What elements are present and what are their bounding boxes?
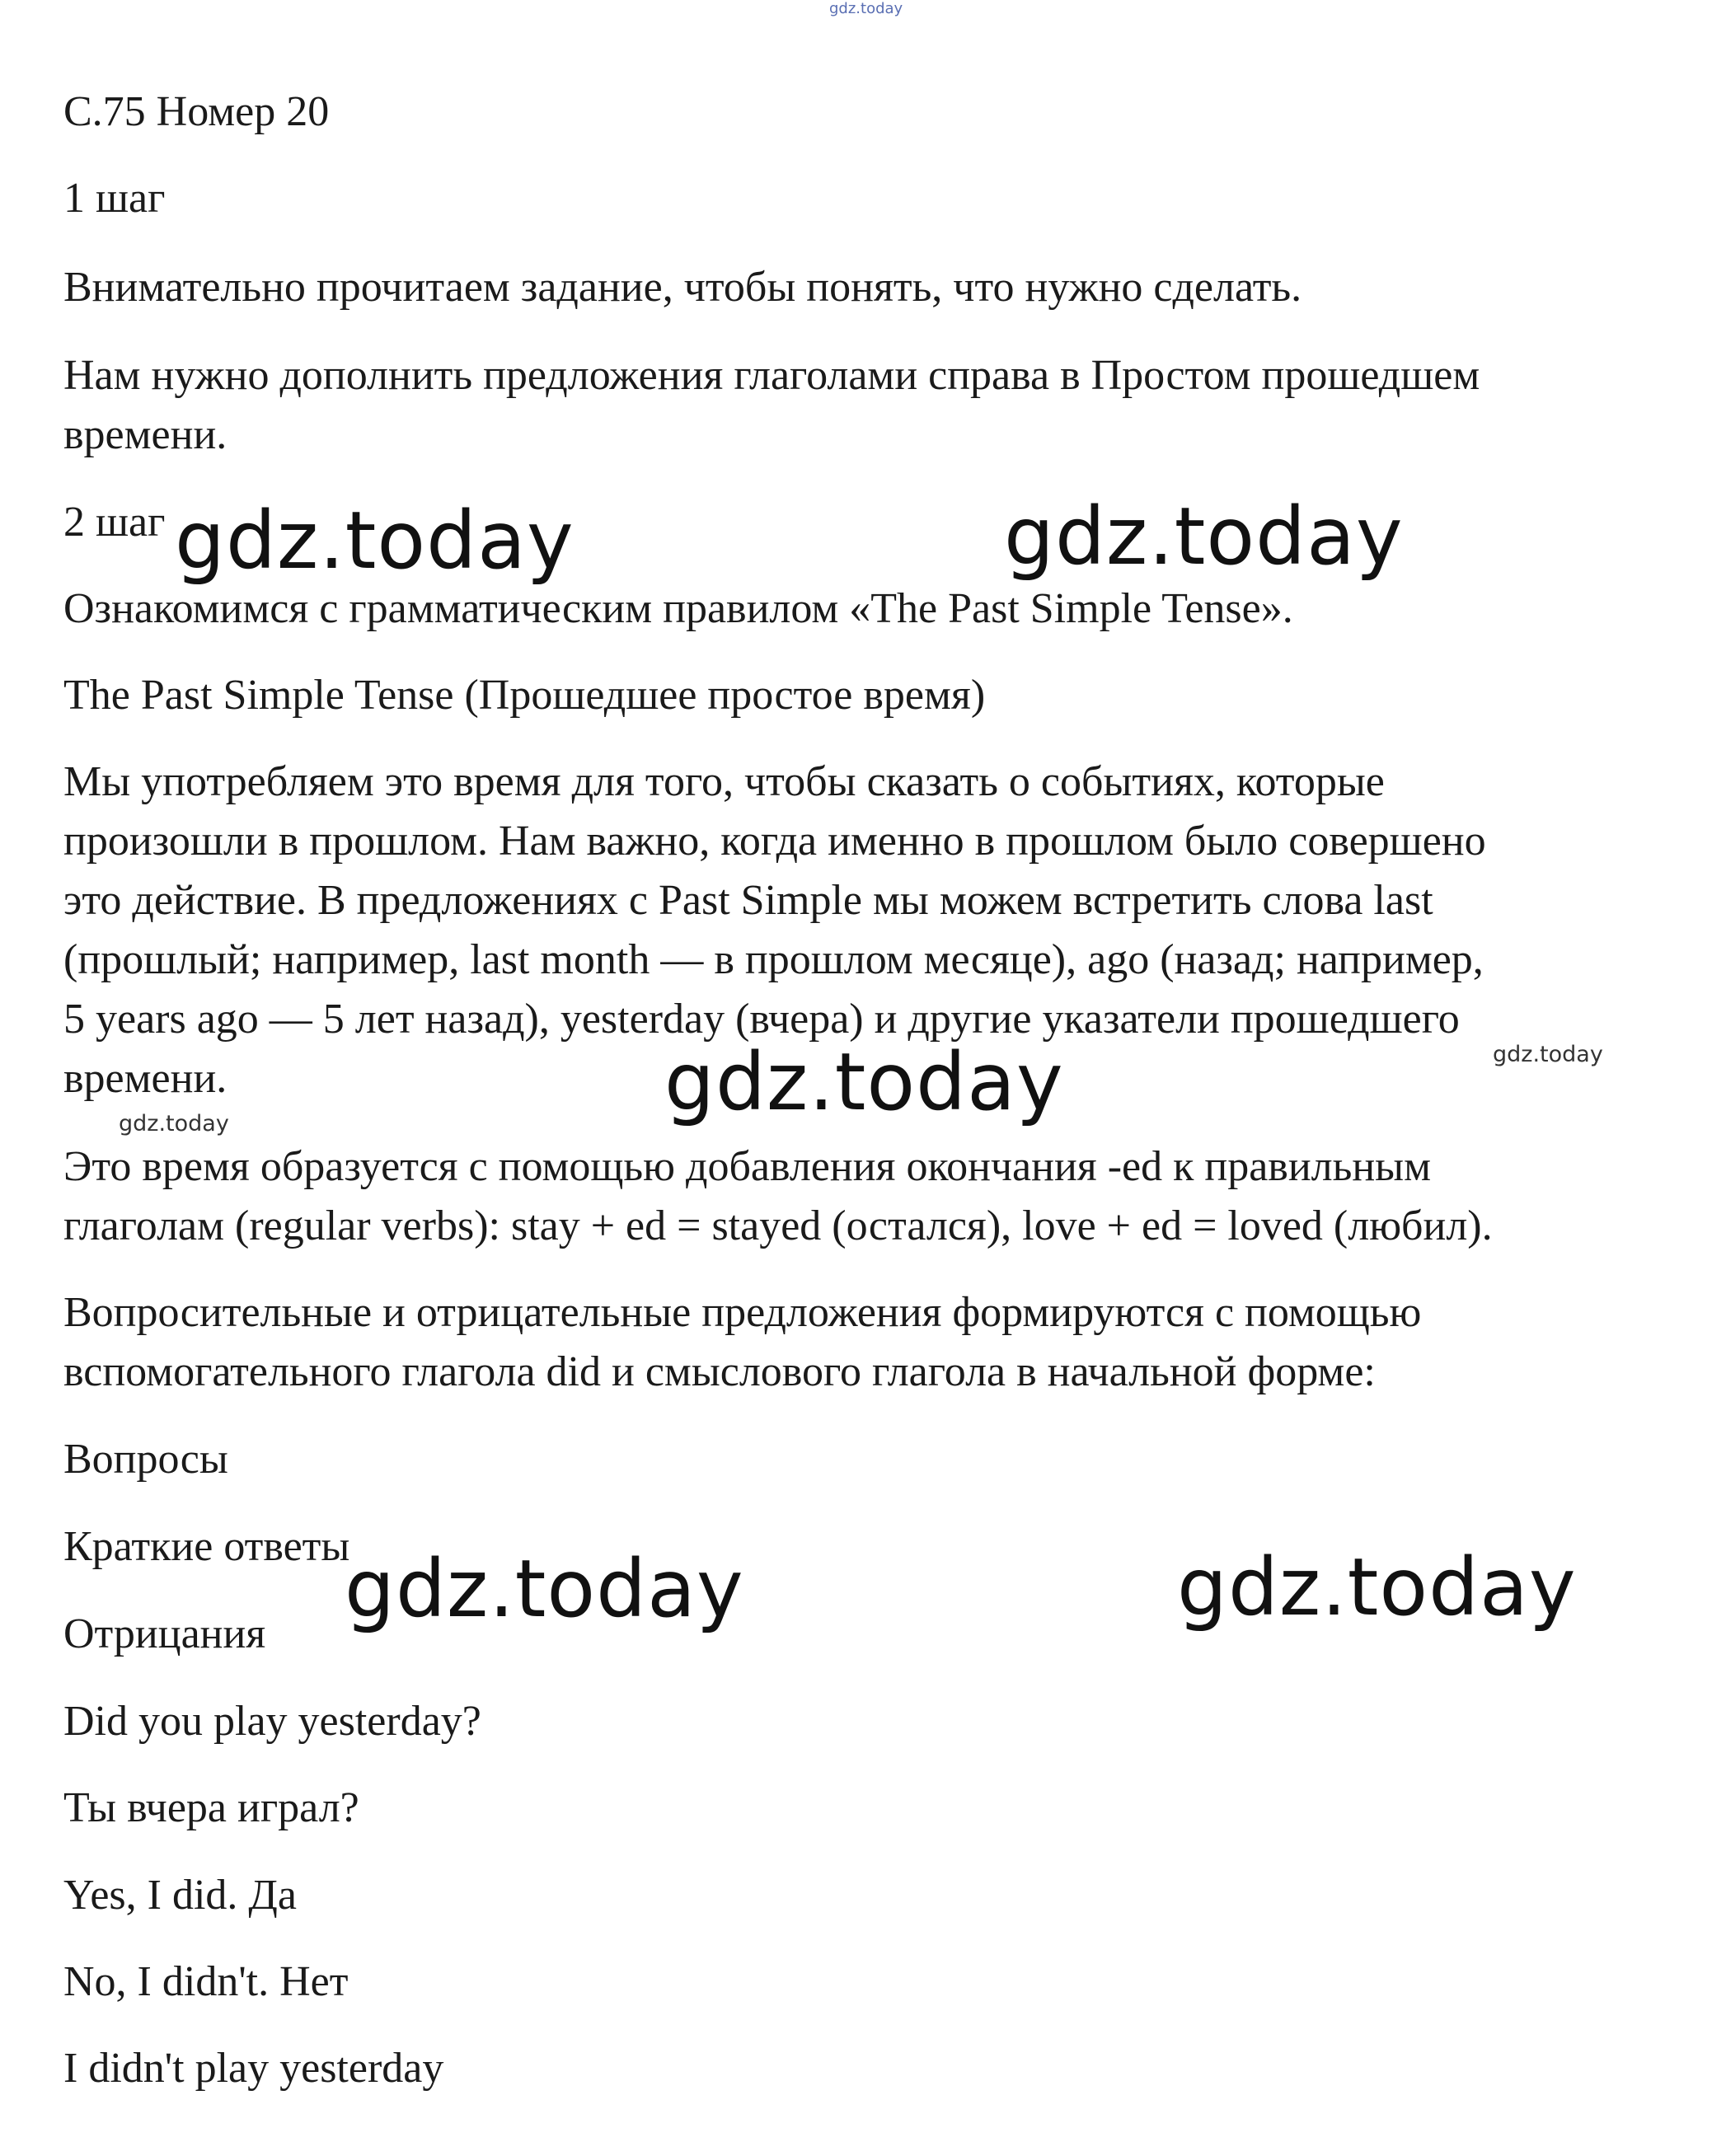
formation-line-1: Это время образуется с помощью добавления окончания -ed к правильным — [63, 1143, 1431, 1190]
rule-paragraph-line-1: Мы употребляем это время для того, чтобы сказать о событиях, которые — [63, 758, 1385, 805]
questions-line-2: вспомогательного глагола did и смыслового глагола в начальной форме: — [63, 1348, 1376, 1395]
example-question-translation: Ты вчера играл? — [63, 1784, 359, 1831]
watermark: gdz.today — [175, 494, 575, 587]
rule-paragraph-line-4: (прошлый; например, last month — в прошлом месяце), ago (назад; например, — [63, 936, 1484, 983]
watermark-small: gdz.today — [1493, 1042, 1603, 1067]
rule-paragraph-line-6: времени. — [63, 1055, 227, 1102]
watermark: gdz.today — [1004, 490, 1404, 583]
watermark: gdz.today — [345, 1543, 744, 1635]
questions-line-1: Вопросительные и отрицательные предложения формируются с помощью — [63, 1289, 1422, 1336]
watermark: gdz.today — [1177, 1541, 1577, 1633]
rule-title: The Past Simple Tense (Прошедшее простое время) — [63, 672, 986, 719]
rule-paragraph-line-2: произошли в прошлом. Нам важно, когда именно в прошлом было совершено — [63, 818, 1486, 865]
example-yes-answer: Yes, I did. Да — [63, 1872, 297, 1919]
task-line-1: Нам нужно дополнить предложения глаголами справа в Простом прошедшем — [63, 352, 1480, 399]
label-short-answers: Краткие ответы — [63, 1523, 350, 1570]
example-no-answer: No, I didn't. Нет — [63, 1958, 349, 2005]
rule-paragraph-line-5: 5 years ago — 5 лет назад), yesterday (вчера) и другие указатели прошедшего — [63, 996, 1460, 1043]
rule-paragraph-line-3: это действие. В предложениях с Past Simple мы можем встретить слова last — [63, 877, 1433, 924]
example-negation: I didn't play yesterday — [63, 2045, 444, 2092]
step-2-heading: 2 шаг — [63, 499, 166, 546]
step-1-text: Внимательно прочитаем задание, чтобы понять, что нужно сделать. — [63, 264, 1302, 311]
example-question: Did you play yesterday? — [63, 1698, 481, 1745]
label-negations: Отрицания — [63, 1610, 266, 1657]
watermark: gdz.today — [664, 1036, 1064, 1128]
label-questions: Вопросы — [63, 1436, 228, 1483]
step-1-heading: 1 шаг — [63, 175, 166, 222]
formation-line-2: глаголам (regular verbs): stay + ed = stayed (остался), love + ed = loved (любил). — [63, 1202, 1493, 1249]
watermark-top: gdz.today — [829, 0, 903, 17]
task-line-2: времени. — [63, 411, 227, 458]
exercise-title: С.75 Номер 20 — [63, 88, 330, 135]
rule-intro: Ознакомимся с грамматическим правилом «The Past Simple Tense». — [63, 585, 1293, 632]
watermark-small: gdz.today — [119, 1111, 229, 1137]
